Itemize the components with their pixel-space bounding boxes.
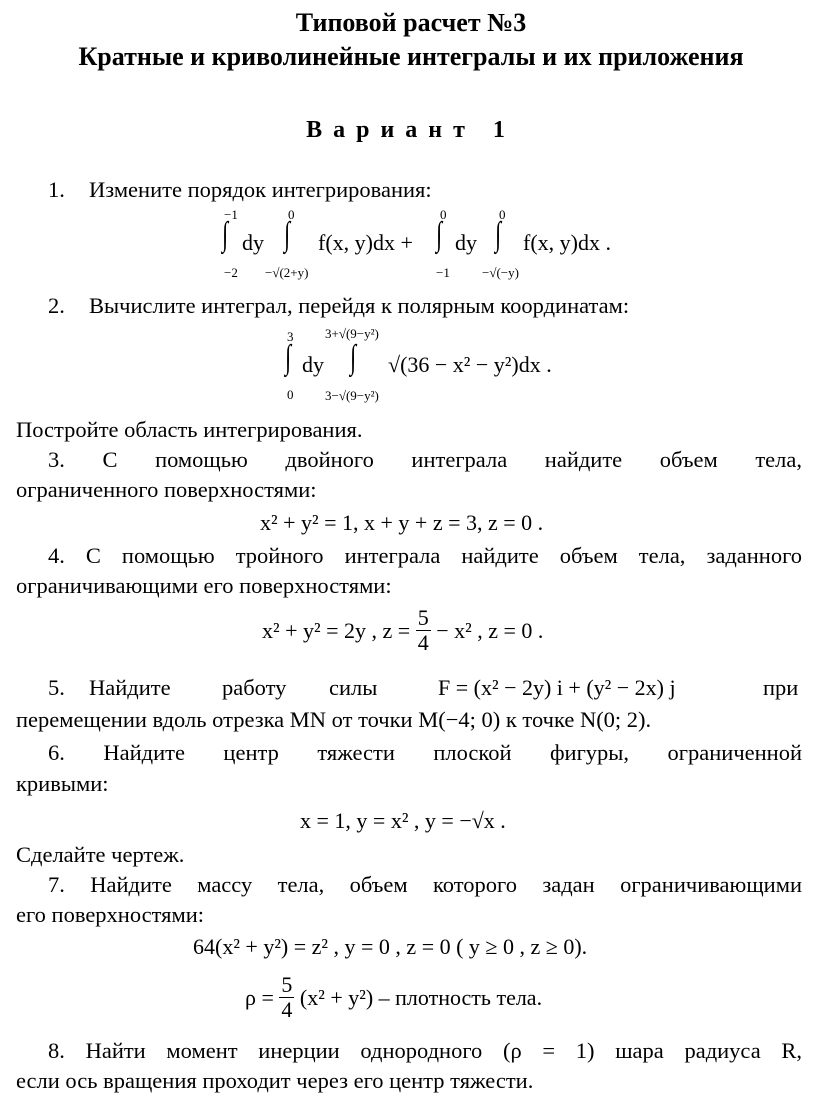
density-right: (x² + y²) – плотность тела. [299, 985, 543, 1010]
integral-sign: ∫ [436, 216, 443, 253]
problem-4-text: С помощью тройного интеграла найдите объем тела, заданного [85, 543, 803, 568]
integral-sign: ∫ [495, 216, 502, 253]
problem-8-text: Найти момент инерции однородного (ρ = 1) шара радиуса R, [85, 1038, 803, 1063]
problem-4-line1 [16, 543, 802, 569]
problem-3-line1 [16, 447, 802, 473]
problem-8-line2: если ось вращения проходит через его центр тяжести. [16, 1068, 534, 1093]
problem-4-number: 4. [48, 543, 65, 568]
formula-right: − x² , z = 0 . [436, 618, 544, 643]
problem-5-word: работу [222, 675, 287, 700]
int4-upper: 0 [499, 207, 506, 222]
problem-5-word: силы [329, 675, 378, 700]
integral-sign: ∫ [284, 216, 291, 253]
problem-3-formula: x² + y² = 1, x + y + z = 3, z = 0 . [260, 510, 544, 535]
problem-7-text: Найдите массу тела, объем которого задан ограничивающими [90, 872, 802, 897]
integral-sign: ∫ [350, 339, 357, 376]
density-left: ρ = [245, 985, 274, 1010]
problem-2-number: 2. [48, 293, 65, 318]
int3-lower: −1 [436, 265, 450, 280]
int2-lower: 3−√(9−y²) [325, 388, 379, 403]
int1-lower: −2 [224, 265, 238, 280]
fraction-numerator: 5 [281, 972, 293, 998]
int4-lower: −√(−y) [482, 265, 519, 280]
problem-8-line1 [16, 1038, 802, 1064]
problem-5-word: при [763, 675, 799, 700]
page-title: Типовой расчет №3 [295, 8, 527, 37]
int2-upper: 3+√(9−y²) [325, 326, 379, 341]
problem-2-text: Вычислите интеграл, перейдя к полярным координатам: [89, 293, 630, 318]
int1-dy: dy [242, 230, 264, 255]
fraction [416, 606, 431, 655]
int1-upper: −1 [224, 207, 238, 222]
fraction-denominator: 4 [281, 997, 293, 1023]
force-vector-formula: F = (x² − 2y) i + (y² − 2x) j [438, 675, 676, 700]
int1-dy: dy [302, 352, 324, 377]
formula-left: x² + y² = 2y , z = [262, 618, 411, 643]
fraction-numerator: 5 [417, 605, 429, 631]
problem-7-line2: его поверхностями: [16, 902, 205, 927]
int1-lower: 0 [287, 387, 294, 402]
problem-3-number: 3. [48, 447, 65, 472]
int3-upper: 0 [440, 207, 447, 222]
page-subtitle: Кратные и криволинейные интегралы и их приложения [78, 42, 744, 71]
problem-4-formula [262, 605, 543, 657]
integral-sign: ∫ [285, 339, 292, 376]
problem-6-note: Сделайте чертеж. [16, 842, 185, 867]
problem-2-note: Постройте область интегрирования. [16, 417, 363, 442]
int1-upper: 3 [287, 329, 294, 344]
problem-4-line2: ограничивающими его поверхностями: [16, 573, 392, 598]
problem-6-text: Найдите центр тяжести плоской фигуры, ограниченной [103, 740, 803, 765]
problem-1-number: 1. [48, 177, 65, 202]
problem-5-word: Найдите [89, 675, 171, 700]
problem-5-number: 5. [48, 675, 65, 700]
problem-8-number: 8. [48, 1038, 65, 1063]
int2-lower: −√(2+y) [265, 265, 309, 280]
problem-1-text: Измените порядок интегрирования: [89, 177, 432, 202]
integral-sign: ∫ [222, 216, 229, 253]
int4-integrand: f(x, y)dx . [523, 230, 611, 255]
problem-6-line1 [16, 740, 802, 766]
integrand: √(36 − x² − y²)dx . [388, 352, 552, 377]
problem-7-formula: 64(x² + y²) = z² , y = 0 , z = 0 ( y ≥ 0 , z ≥ 0). [193, 934, 588, 959]
problem-6-number: 6. [48, 740, 65, 765]
problem-7-line1 [16, 872, 802, 898]
fraction-denominator: 4 [417, 630, 429, 656]
int2-upper: 0 [288, 207, 295, 222]
fraction [279, 973, 294, 1022]
problem-6-formula: x = 1, y = x² , y = −√x . [300, 808, 506, 833]
problem-3-text: С помощью двойного интеграла найдите объем тела, [102, 447, 803, 472]
problem-7-density [245, 970, 542, 1026]
int2-integrand: f(x, y)dx + [318, 230, 413, 255]
problem-6-line2: кривыми: [16, 771, 109, 796]
problem-7-number: 7. [48, 872, 65, 897]
problem-5-line2: перемещении вдоль отрезка MN от точки M(−4; 0) к точке N(0; 2). [16, 707, 652, 732]
problem-3-line2: ограниченного поверхностями: [16, 477, 317, 502]
variant-heading: Вариант 1 [306, 117, 516, 143]
int3-dy: dy [455, 230, 477, 255]
